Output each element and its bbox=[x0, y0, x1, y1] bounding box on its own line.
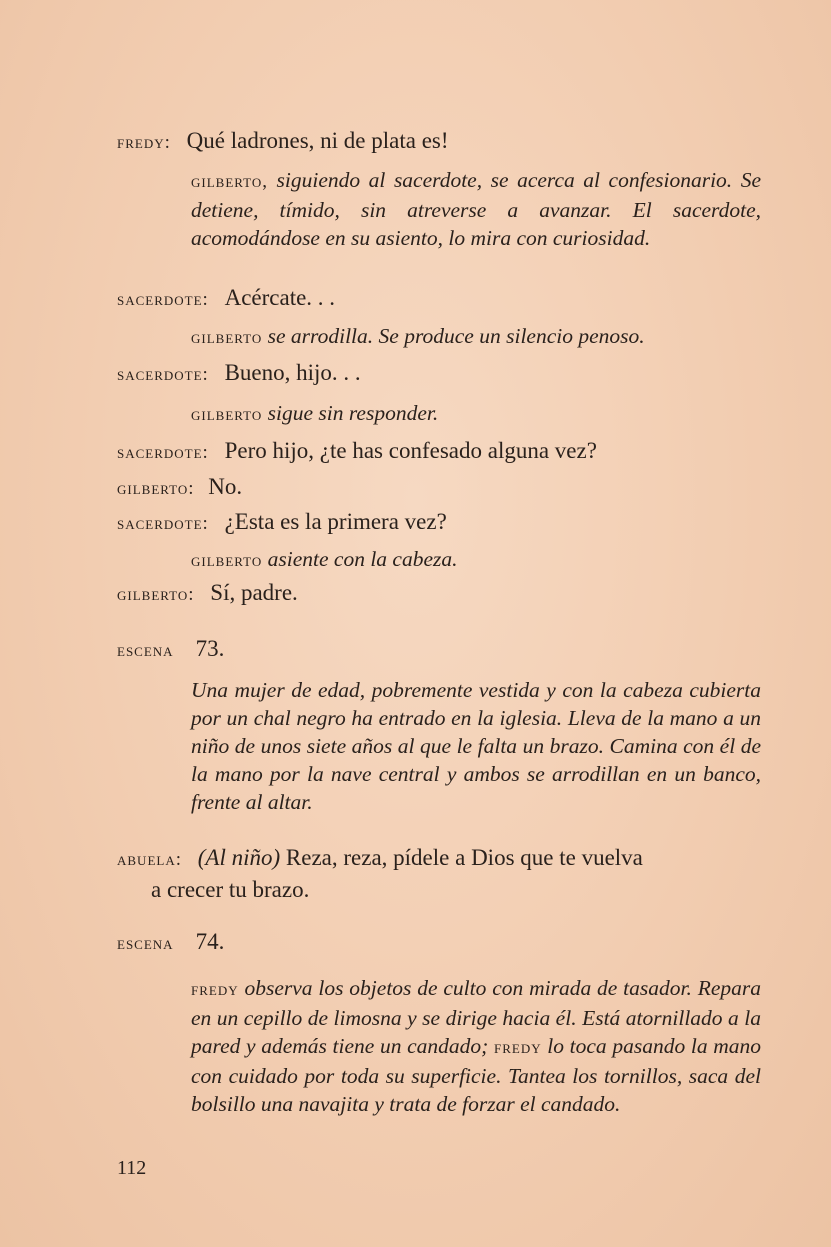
page-number: 112 bbox=[117, 1157, 147, 1179]
direction-text: siguiendo al sacerdote, se acerca al confesionario. Se detiene, tímido, sin atreverse a avanzar. El sacerdote, acomodándose en su asiento, lo mira con curiosidad. bbox=[191, 168, 761, 250]
character-name: gilberto, bbox=[191, 171, 269, 192]
scene-number: 74. bbox=[195, 929, 225, 954]
speech-text: Sí, padre. bbox=[210, 580, 298, 605]
dialogue-line bbox=[117, 358, 761, 390]
speech-text: ¿Esta es la primera vez? bbox=[224, 509, 447, 534]
dialogue-line bbox=[117, 578, 761, 610]
speaker-name: abuela: bbox=[117, 849, 182, 870]
dialogue-line bbox=[117, 126, 761, 158]
character-name: fredy bbox=[191, 979, 239, 1000]
direction-text: Una mujer de edad, pobremente vestida y con la cabeza cubierta por un chal negro ha entrado en la iglesia. Lleva de la mano a un niño de unos siete años al que le falta un brazo. Camina con él de la mano por la nave central y ambos se arrodillan en un banco, frente al altar. bbox=[191, 678, 761, 814]
direction-text: asiente con la cabeza. bbox=[262, 547, 458, 571]
dialogue-line bbox=[117, 283, 761, 315]
speaker-name: fredy: bbox=[117, 132, 171, 153]
scene-heading bbox=[117, 634, 224, 666]
scene-heading bbox=[117, 927, 224, 959]
dialogue-line bbox=[117, 436, 761, 468]
speech-text: Qué ladrones, ni de plata es! bbox=[186, 128, 449, 153]
speaker-name: sacerdote: bbox=[117, 513, 209, 534]
aside-text: (Al niño) bbox=[197, 845, 281, 870]
stage-direction bbox=[191, 676, 761, 816]
speech-continuation: a crecer tu brazo. bbox=[151, 877, 310, 902]
stage-direction bbox=[191, 166, 761, 252]
dialogue-line bbox=[117, 507, 761, 539]
speech-text: No. bbox=[208, 474, 243, 499]
stage-direction bbox=[191, 545, 761, 575]
speaker-name: gilberto: bbox=[117, 478, 195, 499]
speaker-name: sacerdote: bbox=[117, 289, 209, 310]
character-name: gilberto bbox=[191, 550, 263, 571]
stage-direction bbox=[191, 322, 761, 352]
dialogue-line bbox=[117, 472, 761, 504]
direction-text: se arrodilla. Se produce un silencio penoso. bbox=[262, 324, 645, 348]
scene-label: escena bbox=[117, 933, 174, 954]
direction-text: lo toca pasando la mano con cuidado por toda su superficie. Tantea los tornillos, saca del bolsillo una navajita y trata de forzar el candado. bbox=[191, 1034, 761, 1116]
speech-text: Bueno, hijo. . . bbox=[224, 360, 361, 385]
character-name: gilberto bbox=[191, 404, 263, 425]
dialogue-line bbox=[117, 843, 761, 905]
scene-number: 73. bbox=[195, 636, 225, 661]
speaker-name: sacerdote: bbox=[117, 364, 209, 385]
direction-text: sigue sin responder. bbox=[262, 401, 439, 425]
speech-text: Reza, reza, pídele a Dios que te vuelva bbox=[280, 845, 643, 870]
direction-text: observa los objetos de culto con mirada de tasador. Repara en un cepillo de limosna y se dirige hacia él. Está atornillado a la pared y además tiene un candado; bbox=[191, 976, 761, 1058]
speaker-name: sacerdote: bbox=[117, 442, 209, 463]
stage-direction bbox=[191, 974, 761, 1118]
speaker-name: gilberto: bbox=[117, 584, 195, 605]
stage-direction bbox=[191, 399, 761, 429]
scene-label: escena bbox=[117, 640, 174, 661]
speech-text: Pero hijo, ¿te has confesado alguna vez? bbox=[224, 438, 597, 463]
character-name: gilberto bbox=[191, 327, 263, 348]
speech-text: Acércate. . . bbox=[224, 285, 336, 310]
character-name: fredy bbox=[494, 1037, 542, 1058]
